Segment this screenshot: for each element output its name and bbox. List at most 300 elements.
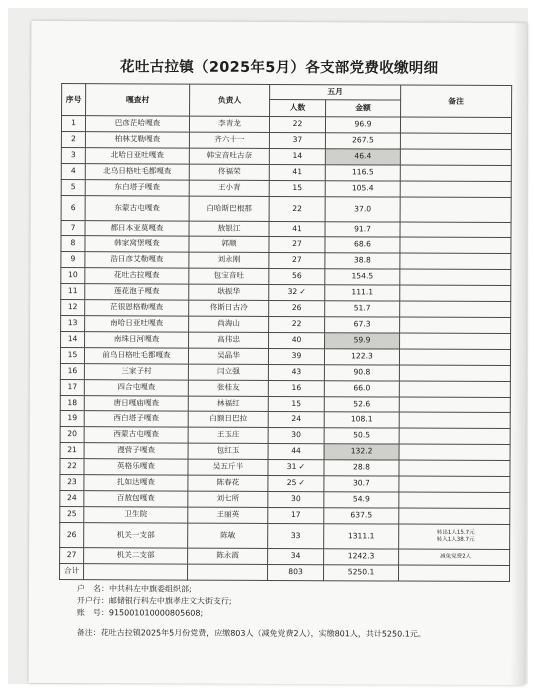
row-index <box>60 547 84 563</box>
row-index <box>61 147 85 163</box>
row-remark <box>399 476 510 492</box>
header-person: 负责人 <box>190 84 270 116</box>
row-amount <box>324 348 399 364</box>
row-count <box>268 523 324 548</box>
row-count <box>268 412 324 428</box>
row-amount-text: 1311.1 <box>347 531 375 541</box>
row-person <box>189 196 269 221</box>
row-index-text: 14 <box>67 333 78 343</box>
row-count <box>268 444 324 460</box>
row-remark <box>400 285 511 301</box>
row-count <box>269 148 325 164</box>
table-body <box>60 116 512 582</box>
row-amount <box>325 196 400 221</box>
row-village <box>85 252 189 268</box>
row-remark <box>399 412 510 428</box>
row-village-text: 扎如达嘎查 <box>116 477 155 487</box>
row-village-text: 百敖包嘎查 <box>116 493 155 503</box>
row-count <box>268 348 324 364</box>
row-village-text: 英格乐嘎查 <box>117 461 156 471</box>
row-village-text: 机关二支部 <box>116 550 155 560</box>
row-person <box>189 180 269 196</box>
row-amount <box>324 508 399 524</box>
bank-name: 开户行：邮储银行科左中旗孝庄文大街支行; <box>76 596 232 606</box>
row-village <box>84 427 188 443</box>
row-count-text: 22 <box>292 119 303 129</box>
row-amount-text: 90.8 <box>353 367 371 377</box>
fee-table <box>59 83 512 582</box>
total-remark-cell <box>399 565 510 581</box>
row-index <box>60 427 84 443</box>
row-village-text: 花吐古拉嘎查 <box>114 270 160 280</box>
row-remark <box>400 181 511 197</box>
row-index <box>60 506 84 522</box>
row-amount <box>325 269 400 285</box>
row-amount-text: 267.5 <box>352 135 374 145</box>
row-index <box>61 179 85 195</box>
row-amount <box>325 317 400 333</box>
table-row <box>60 379 510 397</box>
row-index-text: 8 <box>70 238 76 248</box>
table-row <box>61 331 511 349</box>
row-village-text: 唐日嘎庙嘎查 <box>113 397 160 407</box>
row-remark <box>400 149 511 165</box>
row-amount <box>325 221 400 237</box>
row-count-text: 37 <box>292 134 303 145</box>
row-amount <box>324 428 399 444</box>
row-amount <box>325 164 400 180</box>
row-index <box>61 284 85 300</box>
row-village-text: 南哈日亚吐嘎查 <box>110 318 164 328</box>
row-person <box>189 332 269 348</box>
row-remark <box>399 428 510 444</box>
row-index-text: 16 <box>67 365 78 375</box>
row-village-text: 东蒙古屯嘎查 <box>114 202 160 213</box>
row-village <box>84 522 188 547</box>
row-amount <box>325 333 400 349</box>
row-person-text: 林福红 <box>216 398 240 408</box>
row-village-text: 都日本亚莫嘎查 <box>110 222 164 233</box>
row-person <box>189 132 269 148</box>
row-person-text: 张桂友 <box>216 382 240 392</box>
row-village-text: 韩家窝堡嘎查 <box>114 238 160 248</box>
row-amount-text: 38.8 <box>353 255 371 265</box>
row-amount <box>324 492 399 508</box>
row-village-text: 茫很恩格勒嘎查 <box>110 302 164 312</box>
row-village <box>84 475 188 491</box>
row-person <box>188 459 268 475</box>
row-amount-text: 37.0 <box>354 203 372 213</box>
row-index <box>60 443 84 459</box>
row-person <box>188 507 268 523</box>
row-index-text: 1 <box>71 118 76 128</box>
row-village <box>85 116 189 132</box>
row-village <box>84 443 188 459</box>
row-village <box>85 284 189 300</box>
row-amount-text: 54.9 <box>352 494 370 504</box>
table-row <box>60 363 510 381</box>
row-village <box>84 547 188 563</box>
row-index <box>61 236 85 252</box>
row-person <box>188 364 268 380</box>
row-remark <box>400 165 511 181</box>
row-index-text: 18 <box>67 397 78 407</box>
row-amount-text: 132.2 <box>350 446 373 456</box>
row-index <box>60 411 84 427</box>
row-person <box>188 475 268 491</box>
row-village <box>85 195 189 220</box>
total-village-cell <box>84 563 188 579</box>
row-count <box>269 132 325 148</box>
account-number: 账 号：915001010000805608; <box>76 608 204 618</box>
row-index <box>61 331 85 347</box>
total-amount: 5250.1 <box>324 564 399 580</box>
row-amount-text: 96.9 <box>354 119 372 129</box>
account-name: 户 名：中共科左中旗委组织部; <box>76 584 192 594</box>
row-index-text: 10 <box>67 270 78 280</box>
row-count-text: 30 <box>291 430 301 440</box>
row-person-text: 王丽英 <box>216 509 240 519</box>
row-person <box>188 412 268 428</box>
row-person-text: 耿振华 <box>217 286 241 296</box>
row-amount <box>325 149 400 165</box>
row-amount-text: 66.0 <box>353 382 371 392</box>
row-amount-text: 51.7 <box>353 303 371 313</box>
row-village <box>85 236 189 252</box>
row-count-text: 26 <box>291 303 302 313</box>
row-person <box>188 348 268 364</box>
row-amount-text: 154.5 <box>351 271 374 281</box>
row-index <box>61 116 85 132</box>
row-index-text: 27 <box>66 549 77 559</box>
table-row <box>61 252 511 270</box>
row-count <box>269 116 325 132</box>
row-village-text: 浩日彦艾勒嘎查 <box>110 254 164 264</box>
row-index <box>60 522 84 547</box>
row-village-text: 西白塔子嘎查 <box>113 413 160 423</box>
row-village <box>84 459 188 475</box>
row-person <box>189 237 269 253</box>
row-count-text: 22 <box>292 203 302 213</box>
table-row <box>61 195 511 222</box>
row-index-text: 13 <box>67 318 78 328</box>
row-index <box>60 379 84 395</box>
row-remark <box>399 381 510 397</box>
row-amount-text: 28.8 <box>353 462 370 472</box>
table-row <box>61 179 511 197</box>
row-person-text: 敖银江 <box>217 223 241 233</box>
row-person <box>188 491 268 507</box>
row-remark <box>399 549 510 565</box>
row-remark <box>399 492 510 508</box>
row-count <box>269 180 325 196</box>
document-title: 花吐古拉镇（2025年5月）各支部党费收缴明细 <box>120 59 439 77</box>
table-row <box>60 395 510 413</box>
row-remark <box>400 117 511 133</box>
remark-note: 转入1人38.7元 <box>436 536 475 543</box>
row-remark <box>400 133 511 149</box>
row-amount-text: 67.3 <box>353 319 371 329</box>
table-row <box>61 236 511 254</box>
row-count-text: 22 <box>291 319 302 329</box>
row-village-text: 前乌日格吐毛都嘎查 <box>102 350 171 360</box>
row-village-text: 东白塔子嘎查 <box>114 181 161 192</box>
row-index-text: 9 <box>70 254 76 264</box>
row-index-text: 17 <box>67 381 78 391</box>
row-amount <box>325 285 400 301</box>
header-index: 序号 <box>62 84 86 116</box>
row-remark <box>399 460 510 476</box>
row-amount-text: 1242.3 <box>347 551 375 561</box>
row-count-text: 39 <box>291 350 302 360</box>
table-row <box>60 443 510 461</box>
row-remark <box>400 237 511 253</box>
row-amount-text: 59.9 <box>353 335 371 345</box>
row-amount-text: 52.6 <box>353 398 371 408</box>
row-count-text: 41 <box>292 166 303 176</box>
row-amount-text: 111.1 <box>351 287 374 297</box>
row-village-text: 南珠日河嘎查 <box>113 334 160 344</box>
row-village <box>84 379 188 395</box>
row-count-text: 43 <box>291 366 302 376</box>
table-row <box>60 427 510 445</box>
row-amount <box>324 396 399 412</box>
remark-note: 转出1人15.7元 <box>436 529 475 536</box>
row-amount <box>325 253 400 269</box>
row-person-text: 王小青 <box>217 182 241 192</box>
row-person <box>188 443 268 459</box>
row-person-text: 白额日巴拉 <box>209 414 248 424</box>
row-count-text: 27 <box>292 255 302 265</box>
row-count-text: 27 <box>292 239 302 249</box>
row-remark <box>399 397 510 413</box>
table-row <box>60 475 510 493</box>
row-amount <box>325 301 400 317</box>
row-village <box>84 491 188 507</box>
row-index-text: 20 <box>67 429 77 439</box>
row-count-text: 15 <box>292 182 303 192</box>
row-amount <box>325 133 400 149</box>
row-index-text: 12 <box>67 302 78 312</box>
row-amount-text: 46.4 <box>354 151 372 161</box>
table-row <box>61 284 511 302</box>
table-header-row <box>62 84 512 101</box>
row-remark <box>399 524 510 549</box>
row-person <box>188 427 268 443</box>
row-count-text: 56 <box>291 271 302 281</box>
row-remark <box>399 349 510 365</box>
header-amount: 金额 <box>326 100 401 117</box>
row-index <box>61 220 85 236</box>
row-village <box>85 316 189 332</box>
table-row <box>60 459 510 477</box>
row-person <box>188 523 268 548</box>
table-row <box>61 147 511 165</box>
row-village <box>85 268 189 284</box>
row-person <box>189 316 269 332</box>
row-person <box>189 116 269 132</box>
row-remark <box>399 444 510 460</box>
row-remark <box>400 269 511 285</box>
row-village-text: 柏林艾勒嘎查 <box>114 134 161 144</box>
row-person <box>189 148 269 164</box>
row-village <box>84 347 188 363</box>
row-amount-text: 50.5 <box>353 430 371 440</box>
row-person <box>188 380 268 396</box>
row-person-text: 王玉庄 <box>216 430 240 440</box>
check-mark-icon: ✓ <box>298 462 306 472</box>
row-person <box>188 548 268 564</box>
row-person-text: 齐六十一 <box>214 134 245 144</box>
row-person-text: 吴晶华 <box>217 350 240 360</box>
table-row <box>61 131 511 149</box>
row-count-text: 30 <box>291 493 301 504</box>
row-village-text: 漫营子嘎查 <box>117 445 156 455</box>
row-index <box>61 268 85 284</box>
row-remark <box>400 197 511 222</box>
row-index <box>61 300 85 316</box>
row-count <box>268 548 324 564</box>
table-row <box>60 490 510 508</box>
row-amount-text: 30.7 <box>352 478 370 488</box>
row-person <box>189 164 269 180</box>
row-index-text: 5 <box>70 181 76 191</box>
table-row <box>61 116 511 134</box>
row-amount <box>324 523 399 548</box>
row-count-text: 14 <box>292 150 303 160</box>
row-remark <box>400 253 511 269</box>
row-person-text: 佟斯日古冷 <box>209 302 248 312</box>
row-count <box>269 164 325 180</box>
table-row <box>60 506 510 524</box>
row-amount-text: 108.1 <box>350 414 373 424</box>
row-index-text: 15 <box>67 349 78 359</box>
row-index-text: 19 <box>67 413 78 423</box>
row-remark <box>400 301 511 317</box>
row-count-text: 41 <box>292 223 302 233</box>
header-village: 嘎查村 <box>86 84 190 116</box>
row-count <box>268 364 324 380</box>
row-count-text: 33 <box>290 530 301 540</box>
row-person <box>188 396 268 412</box>
row-index-text: 24 <box>67 493 77 503</box>
row-amount <box>325 237 400 253</box>
row-amount <box>324 444 399 460</box>
row-village <box>85 147 189 163</box>
row-person-text: 郭顺 <box>221 239 237 249</box>
row-index <box>60 395 84 411</box>
row-village <box>85 132 189 148</box>
row-index <box>61 131 85 147</box>
table-row <box>61 220 511 238</box>
row-person-text: 佟福荣 <box>217 166 241 176</box>
row-index-text: 6 <box>70 202 76 212</box>
row-remark <box>400 317 511 333</box>
check-mark-icon: ✓ <box>299 287 306 297</box>
row-index <box>60 347 84 363</box>
row-village-text: 西蒙古屯嘎查 <box>113 429 159 439</box>
row-count <box>268 507 324 523</box>
header-remark: 备注 <box>401 85 512 117</box>
row-person-text: 尚海山 <box>217 318 241 328</box>
row-person-text: 韩宝音吐古奈 <box>206 150 253 160</box>
row-village <box>84 506 188 522</box>
row-index <box>60 363 84 379</box>
row-person <box>189 300 269 316</box>
row-count-text: 25 <box>286 478 297 488</box>
row-amount-text: 91.7 <box>354 223 372 233</box>
footer-remark: 备注：花吐古拉镇2025年5月份党费，应缴803人（减免党费2人），实缴801人，共计5250.1元。 <box>76 628 426 639</box>
row-index-text: 26 <box>66 529 77 539</box>
total-label: 合计 <box>60 563 84 579</box>
row-count <box>269 316 325 332</box>
row-village-text: 机关一支部 <box>116 530 155 540</box>
row-remark <box>400 222 511 238</box>
header-count: 人数 <box>270 99 326 116</box>
row-index-text: 25 <box>66 508 77 518</box>
table-row <box>60 411 510 429</box>
table-row-total <box>60 563 510 581</box>
remark-note: 减免党费2人 <box>440 553 472 560</box>
row-person-text: 白哈斯巴根那 <box>206 203 252 213</box>
row-index <box>61 252 85 268</box>
row-count-text: 34 <box>290 550 301 560</box>
row-person-text: 陈敏 <box>220 530 236 540</box>
row-count-text: 24 <box>291 414 302 424</box>
row-amount-text: 637.5 <box>350 510 373 520</box>
row-count <box>269 253 325 269</box>
row-amount <box>325 180 400 196</box>
row-index <box>60 490 84 506</box>
row-count-text: 32 <box>287 287 298 297</box>
photo-background <box>8 8 528 684</box>
row-person-text: 吴五斤半 <box>212 461 244 471</box>
table-row <box>61 163 511 181</box>
row-person <box>189 284 269 300</box>
row-person-text: 包宝音吐 <box>213 270 245 281</box>
row-village <box>85 179 189 195</box>
row-count <box>268 428 324 444</box>
total-count: 803 <box>268 564 324 580</box>
row-count-text: 44 <box>291 446 301 456</box>
page-shadow <box>511 23 528 685</box>
row-amount-text: 116.5 <box>351 167 374 177</box>
row-count <box>269 269 325 285</box>
row-village-text: 巴彦茫哈嘎查 <box>114 118 161 128</box>
row-count-text: 16 <box>291 382 302 392</box>
table-row <box>60 347 510 365</box>
row-count <box>268 396 324 412</box>
row-amount <box>324 476 399 492</box>
row-count <box>268 475 324 491</box>
row-village-text: 北哈日亚吐嘎查 <box>110 150 164 160</box>
row-person-text: 陈永霞 <box>216 550 240 560</box>
row-count <box>268 380 324 396</box>
row-person <box>189 221 269 237</box>
row-remark <box>399 508 510 524</box>
table-row <box>61 268 511 286</box>
document-page <box>29 21 528 685</box>
row-amount-text: 105.4 <box>351 182 374 193</box>
row-count <box>268 460 324 476</box>
row-amount <box>324 380 399 396</box>
row-amount <box>324 548 399 564</box>
row-person-text: 李青龙 <box>218 118 241 128</box>
row-index <box>61 163 85 179</box>
row-index <box>60 475 84 491</box>
row-person-text: 包红玉 <box>216 445 240 456</box>
row-amount <box>325 117 400 133</box>
